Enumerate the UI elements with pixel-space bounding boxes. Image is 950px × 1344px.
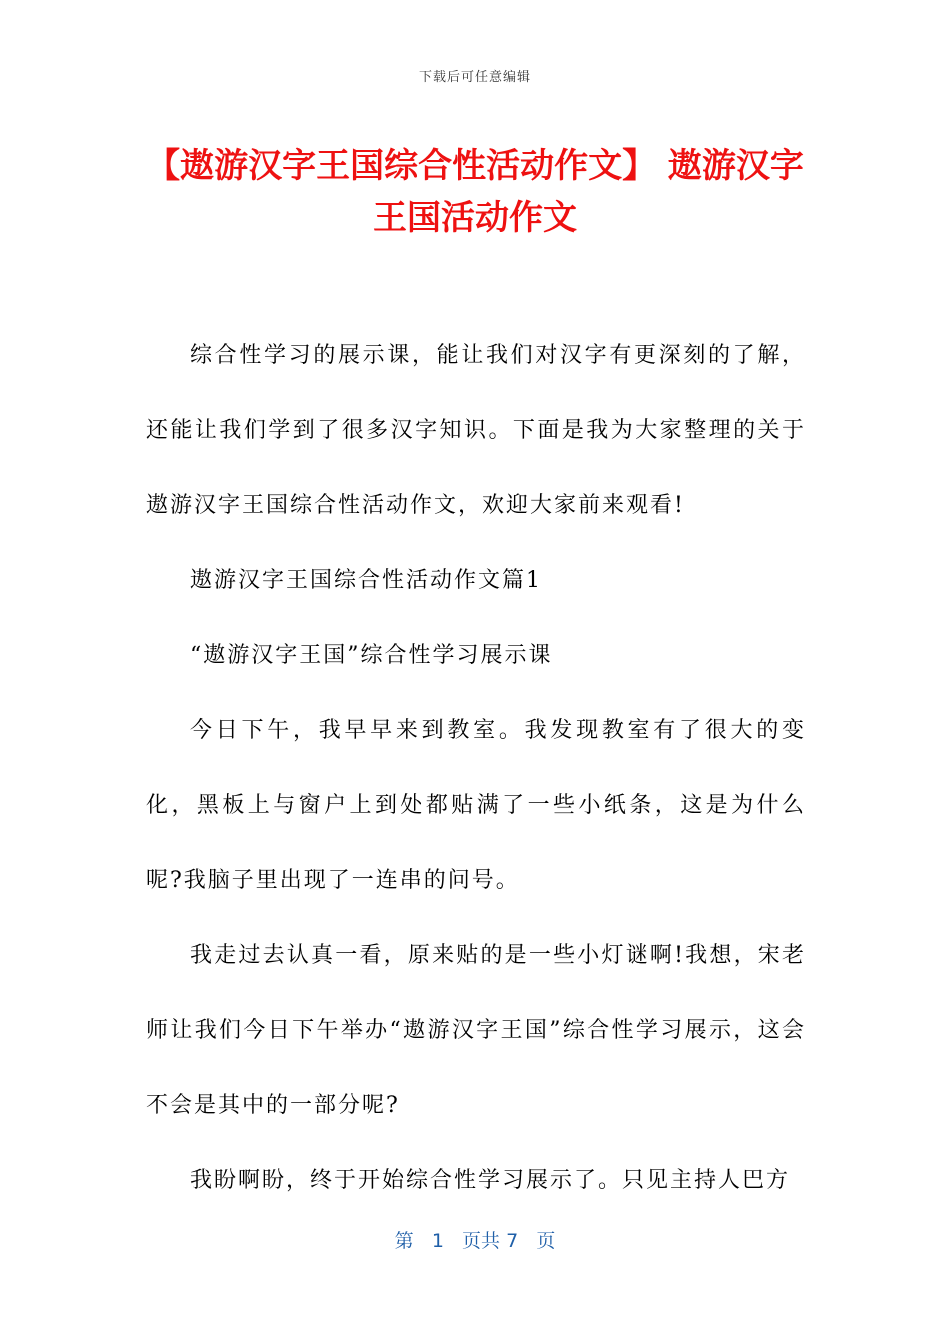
footer-label-of: 页共 [462, 1230, 501, 1252]
footer-label-pages: 页 [536, 1230, 556, 1252]
document-body [146, 318, 806, 1218]
footer-total-pages: 7 [506, 1230, 519, 1252]
paragraph-section-heading: 遨游汉字王国综合性活动作文篇1 [190, 568, 542, 593]
header-note: 下载后可任意编辑 [418, 70, 531, 85]
paragraph-body-3: 我盼啊盼，终于开始综合性学习展示了。只见主持人巴方 [190, 1168, 791, 1193]
paragraph-subtitle: “遨游汉字王国”综合性学习展示课 [190, 643, 553, 668]
page-footer [0, 1226, 950, 1253]
document-title: 【遨游汉字王国综合性活动作文】 遨游汉字王国活动作文 [146, 146, 804, 238]
footer-label-page: 第 [394, 1230, 414, 1252]
paragraph-intro: 综合性学习的展示课，能让我们对汉字有更深刻的了解，还能让我们学到了很多汉字知识。下面是我为大家整理的关于遨游汉字王国综合性活动作文，欢迎大家前来观看! [146, 343, 806, 518]
footer-page-number: 1 [431, 1230, 444, 1252]
paragraph-body-2: 我走过去认真一看，原来贴的是一些小灯谜啊!我想，宋老师让我们今日下午举办“遨游汉字王国”综合性学习展示，这会不会是其中的一部分呢? [146, 943, 806, 1118]
paragraph-body-1: 今日下午，我早早来到教室。我发现教室有了很大的变化，黑板上与窗户上到处都贴满了一些小纸条，这是为什么呢?我脑子里出现了一连串的问号。 [146, 718, 806, 893]
